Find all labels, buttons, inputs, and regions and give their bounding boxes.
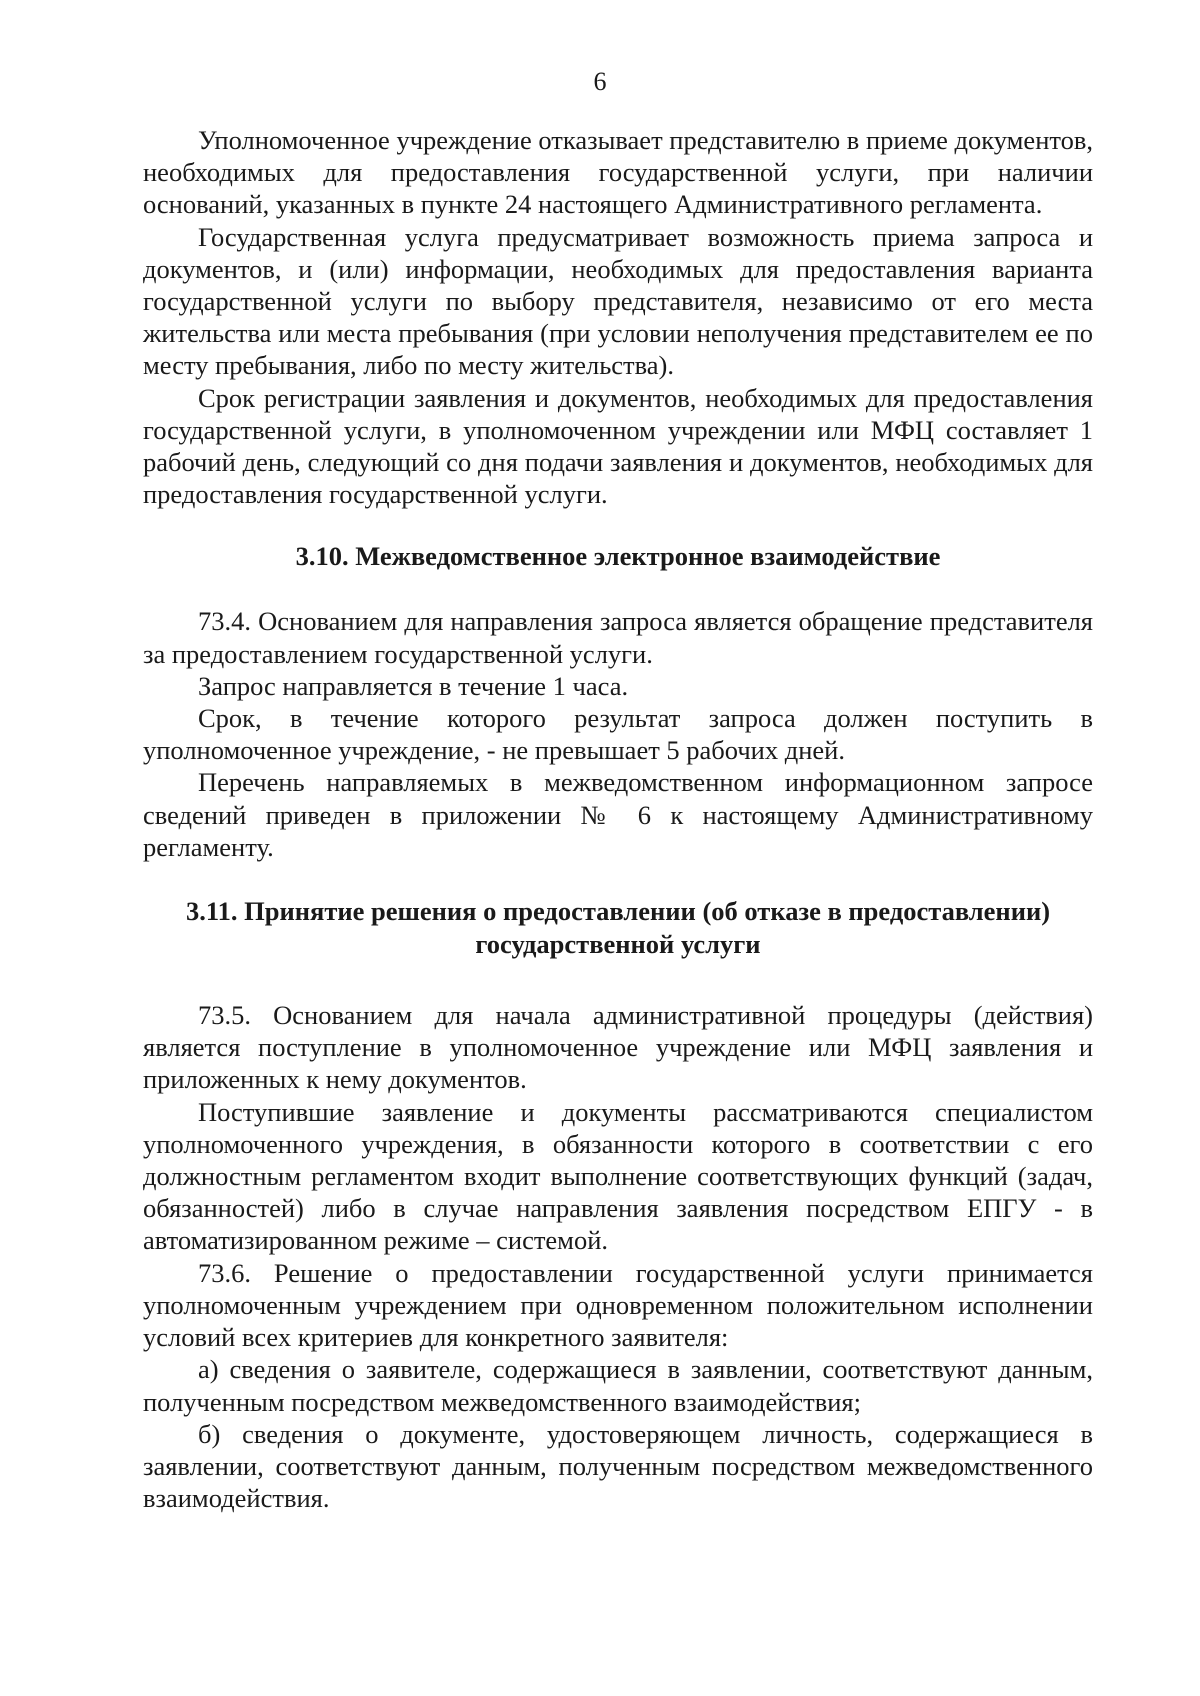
paragraph: 73.6. Решение о предоставлении государственной услуги принимается уполномоченным учреждением при одновременном положительном исполнении условий всех критериев для конкретного заявителя: xyxy=(143,1257,1093,1353)
paragraph: Перечень направляемых в межведомственном информационном запросе сведений приведен в приложении № 6 к настоящему Административному регламенту. xyxy=(143,767,1093,862)
section-heading-3-11 xyxy=(143,895,1093,961)
paragraph: а) сведения о заявителе, содержащиеся в заявлении, соответствуют данным, полученным посредством межведомственного взаимодействия; xyxy=(143,1354,1093,1417)
paragraph: Срок, в течение которого результат запроса должен поступить в уполномоченное учреждение, - не превышает 5 рабочих дней. xyxy=(143,703,1093,766)
paragraph: Поступившие заявление и документы рассматриваются специалистом уполномоченного учреждения, в обязанности которого в соответствии с его должностным регламентом входит выполнение соответствующих функций (задач, обязанностей) либо в случае направления заявления посредством ЕПГУ - в автоматизированном режиме – системой. xyxy=(143,1096,1093,1256)
paragraph: Срок регистрации заявления и документов, необходимых для предоставления государственной услуги, в уполномоченном учреждении или МФЦ составляет 1 рабочий день, следующий со дня подачи заявления и документов, необходимых для предоставления государственной услуги. xyxy=(143,382,1093,510)
paragraph: 73.5. Основанием для начала административной процедуры (действия) является поступление в уполномоченное учреждение или МФЦ заявления и приложенных к нему документов. xyxy=(143,1000,1093,1095)
section-heading-line: государственной услуги xyxy=(475,929,761,960)
page-content xyxy=(143,124,1093,1514)
paragraph: Запрос направляется в течение 1 часа. xyxy=(198,670,629,701)
paragraph: 73.4. Основанием для направления запроса является обращение представителя за предоставлением государственной услуги. xyxy=(143,606,1093,669)
page-number: 6 xyxy=(593,67,607,96)
paragraph: Уполномоченное учреждение отказывает представителю в приеме документов, необходимых для предоставления государственной услуги, при наличии оснований, указанных в пункте 24 настоящего Административного регламента. xyxy=(143,125,1093,220)
section-heading-line: 3.11. Принятие решения о предоставлении (об отказе в предоставлении) xyxy=(185,896,1051,927)
section-heading-3-10: 3.10. Межведомственное электронное взаимодействие xyxy=(295,541,941,572)
paragraph: Государственная услуга предусматривает возможность приема запроса и документов, и (или) информации, необходимых для предоставления варианта государственной услуги по выбору представителя, независимо от его места жительства или места пребывания (при условии неполучения представителем ее по месту пребывания, либо по месту жительства). xyxy=(143,221,1093,381)
paragraph: б) сведения о документе, удостоверяющем личность, содержащиеся в заявлении, соответствуют данным, полученным посредством межведомственного взаимодействия. xyxy=(143,1418,1093,1514)
